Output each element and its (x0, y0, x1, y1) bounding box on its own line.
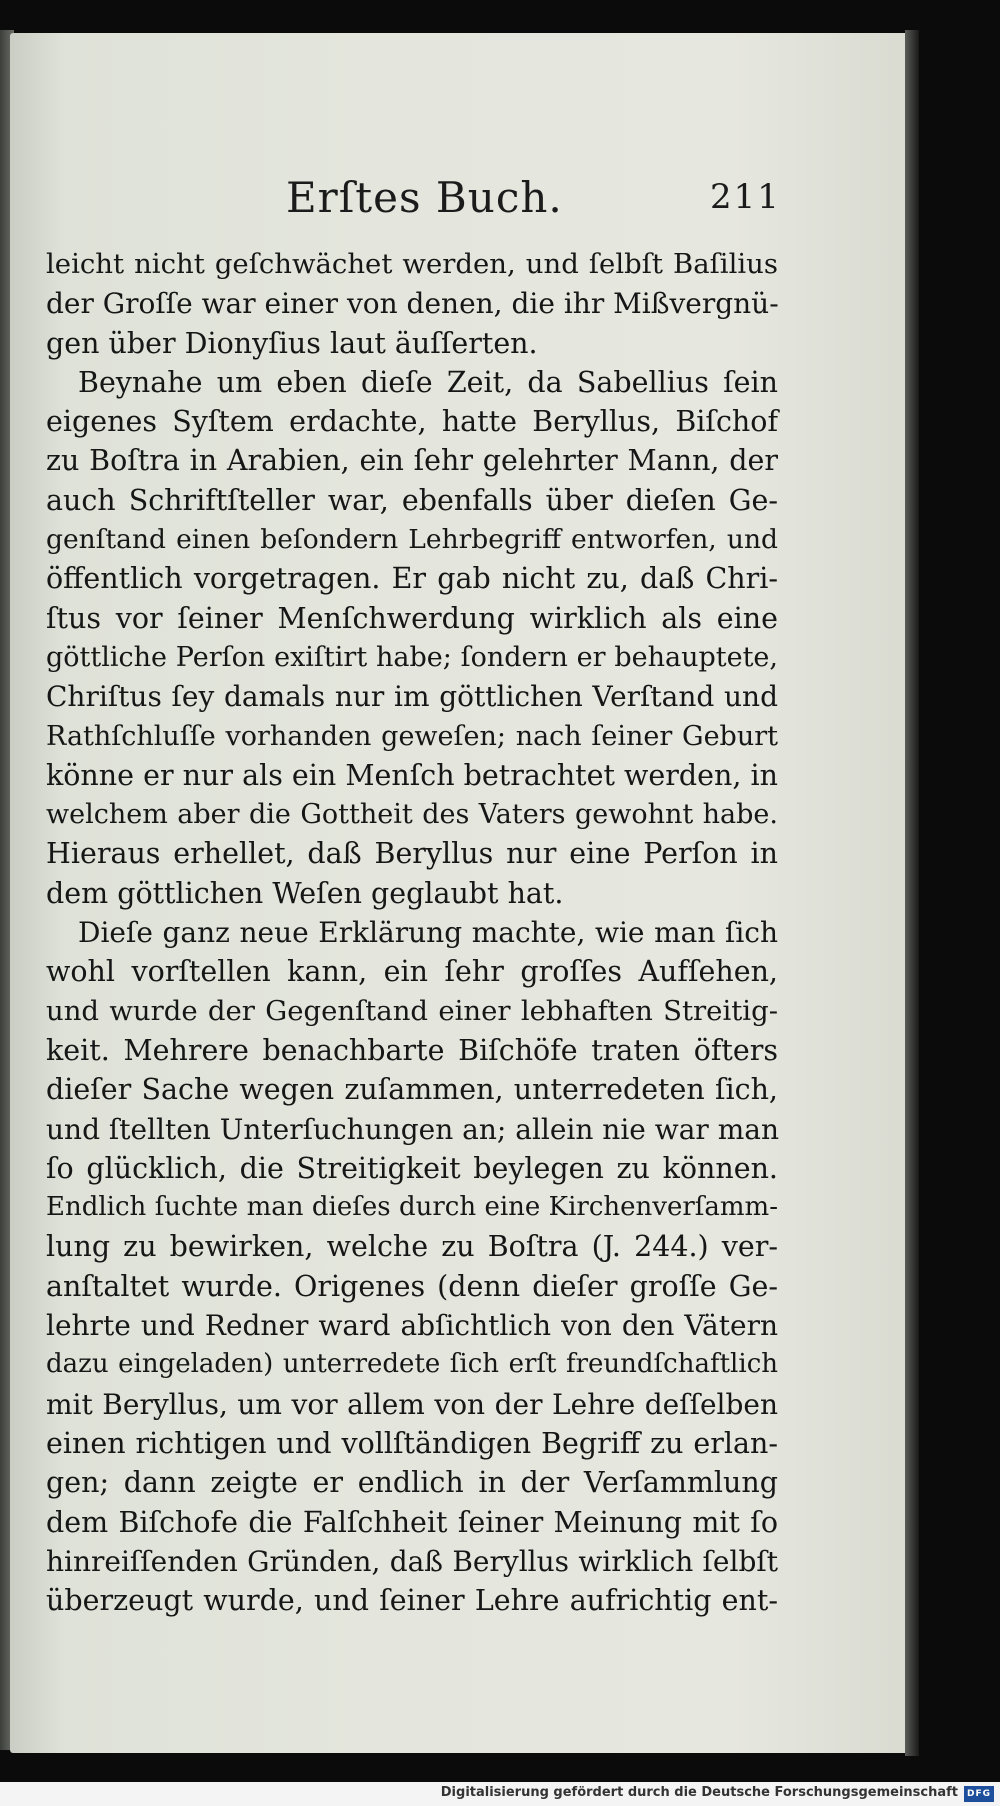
text-line: dem göttlichen Weſen geglaubt hat. (46, 876, 564, 910)
book-page (10, 33, 912, 1753)
running-head (10, 173, 912, 233)
text-line: ſo glücklich, die Streitigkeit beylegen zu können. (46, 1151, 778, 1185)
page-number: 211 (710, 177, 781, 217)
text-line: lehrte und Redner ward abſichtlich von den Vätern (46, 1309, 778, 1343)
text-line: einen richtigen und vollſtändigen Begriff zu erlan- (46, 1426, 778, 1460)
text-line: gen; dann zeigte er endlich in der Verſammlung (46, 1466, 778, 1500)
paragraph-start-line: Dieſe ganz neue Erklärung machte, wie man ſich (78, 916, 778, 950)
funding-credit: Digitalisierung gefördert durch die Deutsche Forschungsgemeinschaft (440, 1785, 958, 1800)
text-line: und ſtellten Unterſuchungen an; allein nie war man (46, 1112, 779, 1146)
text-line: der Groſſe war einer von denen, die ihr Mißvergnü- (46, 287, 779, 321)
text-line: Chriſtus ſey damals nur im göttlichen Verſtand und (46, 680, 778, 714)
text-line: Endlich ſuchte man dieſes durch eine Kirchenverſamm- (46, 1192, 778, 1223)
text-line: göttliche Perſon exiſtirt habe; ſondern er behauptete, (46, 641, 778, 673)
text-line: zu Boſtra in Arabien, ein ſehr gelehrter Mann, der (46, 444, 778, 478)
text-line: genſtand einen beſondern Lehrbegriff entworfen, und (46, 524, 778, 556)
text-line: auch Schriftſteller war, ebenfalls über dieſen Ge- (46, 483, 778, 517)
paragraph-start-line: Beynahe um eben dieſe Zeit, da Sabellius ſein (78, 365, 778, 399)
text-line: könne er nur als ein Menſch betrachtet werden, in (46, 758, 778, 792)
text-line: und wurde der Gegenſtand einer lebhaften Streitig- (46, 994, 778, 1027)
text-line: öffentlich vorgetragen. Er gab nicht zu, daß Chri- (46, 562, 778, 596)
text-line: lung zu bewirken, welche zu Boſtra (J. 244.) ver- (46, 1230, 778, 1264)
page-fore-edge-shadow (905, 30, 919, 1756)
text-line: dazu eingeladen) unterredete ſich erſt freundſchaftlich (46, 1349, 778, 1380)
body-text (46, 245, 778, 1620)
running-title: Erſtes Buch. (286, 173, 563, 222)
text-line: hinreiſſenden Gründen, daß Beryllus wirklich ſelbſt (46, 1544, 778, 1578)
text-line: leicht nicht geſchwächet werden, und ſelbſt Baſilius (46, 248, 778, 280)
text-line: anſtaltet wurde. Origenes (denn dieſer groſſe Ge- (46, 1269, 778, 1303)
text-line: mit Beryllus, um vor allem von der Lehre deſſelben (46, 1387, 778, 1421)
text-line: gen über Dionyſius laut äuſſerten. (46, 326, 538, 360)
text-line: wohl vorſtellen kann, ein ſehr groſſes Aufſehen, (46, 955, 778, 989)
text-line: ſtus vor ſeiner Menſchwerdung wirklich als eine (46, 601, 778, 635)
text-line: Hieraus erhellet, daß Beryllus nur eine Perſon in (46, 837, 778, 871)
text-line: dem Biſchofe die Falſchheit ſeiner Meinung mit ſo (46, 1505, 778, 1539)
text-line: eigenes Syſtem erdachte, hatte Beryllus, Biſchof (46, 405, 778, 439)
digitization-footer (0, 1782, 1000, 1806)
text-line: keit. Mehrere benachbarte Biſchöfe traten öfters (46, 1033, 778, 1067)
dfg-logo: DFG (964, 1786, 994, 1802)
text-line: welchem aber die Gottheit des Vaters gewohnt habe. (46, 799, 778, 831)
text-line: dieſer Sache wegen zuſammen, unterredeten ſich, (46, 1073, 778, 1107)
text-line: Rathſchluſſe vorhanden geweſen; nach ſeiner Geburt (46, 720, 778, 752)
text-line: überzeugt wurde, und ſeiner Lehre aufrichtig ent- (46, 1584, 778, 1618)
